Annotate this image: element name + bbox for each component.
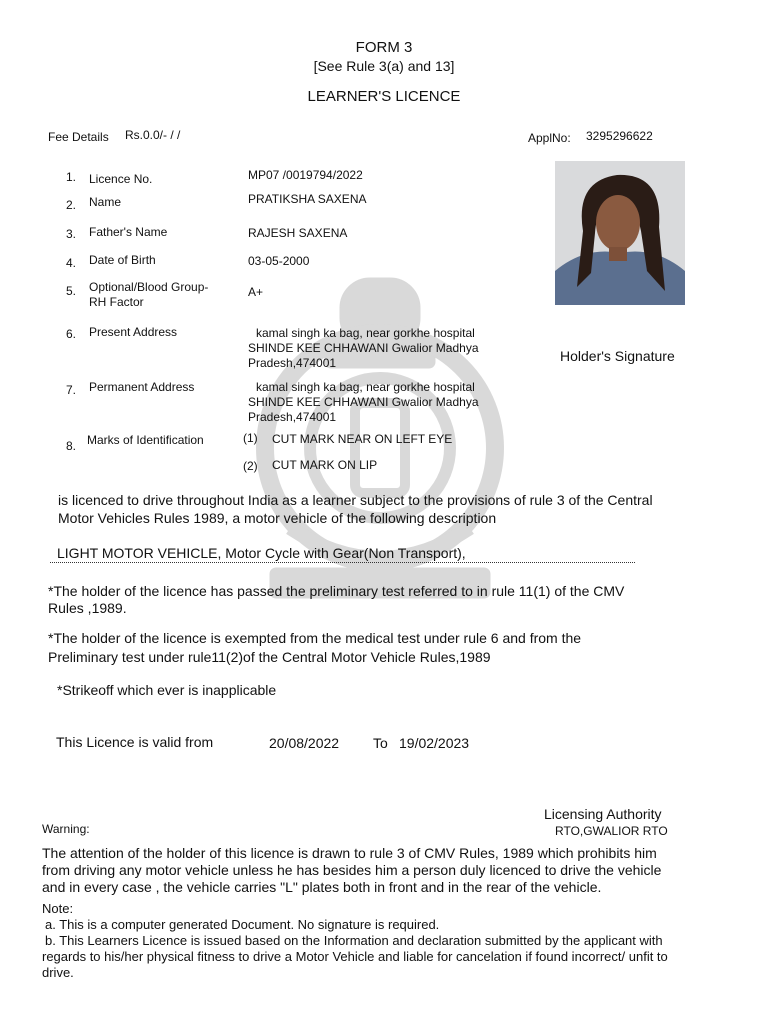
note-b-line3: drive.: [42, 965, 74, 980]
mark-1-num: (1): [243, 431, 258, 445]
note-b-line2: regards to his/her physical fitness to drive a Motor Vehicle and liable for cancelation if found incorrect/ unfit to: [42, 949, 668, 964]
blood-value: A+: [248, 285, 264, 299]
valid-to-label: To: [373, 735, 388, 751]
valid-from-date: 20/08/2022: [269, 735, 340, 751]
exempt-text-line2: Preliminary test under rule11(2)of the Central Motor Vehicle Rules,1989: [48, 649, 491, 665]
holder-signature-label: Holder's Signature: [560, 348, 675, 364]
name-label: Name: [89, 195, 122, 209]
valid-to-date: 19/02/2023: [399, 735, 470, 751]
form-number: FORM 3: [355, 39, 413, 56]
strikeoff-note: *Strikeoff which ever is inapplicable: [57, 682, 277, 698]
field-num-3: 3.: [66, 227, 77, 241]
note-label: Note:: [42, 901, 74, 916]
form-rule: [See Rule 3(a) and 13]: [313, 58, 455, 74]
licenced-text-line2: Motor Vehicles Rules 1989, a motor vehicle of the following description: [58, 510, 497, 526]
vehicle-dotted-line: [50, 562, 635, 563]
dob-label: Date of Birth: [89, 253, 156, 267]
mark-2-text: CUT MARK ON LIP: [272, 458, 378, 472]
name-value: PRATIKSHA SAXENA: [248, 192, 367, 206]
marks-label: Marks of Identification: [87, 433, 204, 447]
note-b-line1: b. This Learners Licence is issued based on the Information and declaration submitted by the applicant with: [45, 933, 663, 948]
mark-2-num: (2): [243, 459, 258, 473]
field-num-2: 2.: [66, 198, 77, 212]
holder-photo: [555, 161, 685, 305]
field-num-4: 4.: [66, 256, 77, 270]
appl-label: ApplNo:: [528, 131, 571, 145]
vehicle-class: LIGHT MOTOR VEHICLE, Motor Cycle with Gear(Non Transport),: [57, 545, 466, 561]
warning-line3: and in every case , the vehicle carries "L" plates both in front and in the rear of the vehicle.: [42, 879, 602, 895]
permanent-address-line1: kamal singh ka bag, near gorkhe hospital: [256, 380, 475, 394]
present-address-line2: SHINDE KEE CHHAWANI Gwalior Madhya: [248, 341, 479, 355]
form-title: LEARNER'S LICENCE: [307, 88, 461, 105]
note-a: a. This is a computer generated Document. No signature is required.: [45, 917, 440, 932]
father-value: RAJESH SAXENA: [248, 226, 348, 240]
licence-no-label: Licence No.: [89, 172, 153, 186]
appl-value: 3295296622: [586, 129, 653, 143]
field-num-6: 6.: [66, 327, 77, 341]
present-address-line1: kamal singh ka bag, near gorkhe hospital: [256, 326, 475, 340]
field-num-5: 5.: [66, 284, 77, 298]
exempt-text-line1: *The holder of the licence is exempted from the medical test under rule 6 and from the: [48, 630, 582, 646]
fee-label: Fee Details: [48, 130, 109, 144]
warning-line2: from driving any motor vehicle unless he has besides him a person duly licenced to drive the vehicle: [42, 862, 662, 878]
present-address-line3: Pradesh,474001: [248, 356, 337, 370]
licensing-authority-title: Licensing Authority: [544, 806, 662, 822]
dob-value: 03-05-2000: [248, 254, 310, 268]
licence-no-value: MP07 /0019794/2022: [248, 168, 363, 182]
licensing-authority-office: RTO,GWALIOR RTO: [555, 824, 668, 838]
blood-label-1: Optional/Blood Group-: [89, 280, 209, 294]
warning-label: Warning:: [42, 822, 90, 836]
permanent-address-label: Permanent Address: [89, 380, 195, 394]
field-num-8: 8.: [66, 439, 77, 453]
father-label: Father's Name: [89, 225, 168, 239]
mark-1-text: CUT MARK NEAR ON LEFT EYE: [272, 432, 453, 446]
blood-label-2: RH Factor: [89, 295, 144, 309]
passed-text-line2: Rules ,1989.: [48, 600, 127, 616]
present-address-label: Present Address: [89, 325, 178, 339]
field-num-1: 1.: [66, 170, 77, 184]
licenced-text-line1: is licenced to drive throughout India as a learner subject to the provisions of rule 3 of the Central: [58, 492, 653, 508]
passed-text-line1: *The holder of the licence has passed the preliminary test referred to in rule 11(1) of the CMV: [48, 583, 625, 599]
warning-line1: The attention of the holder of this licence is drawn to rule 3 of CMV Rules, 1989 which prohibits him: [42, 845, 657, 861]
permanent-address-line3: Pradesh,474001: [248, 410, 337, 424]
field-num-7: 7.: [66, 383, 77, 397]
validity-label: This Licence is valid from: [56, 734, 214, 750]
fee-value: Rs.0.0/- / /: [125, 128, 181, 142]
permanent-address-line2: SHINDE KEE CHHAWANI Gwalior Madhya: [248, 395, 479, 409]
